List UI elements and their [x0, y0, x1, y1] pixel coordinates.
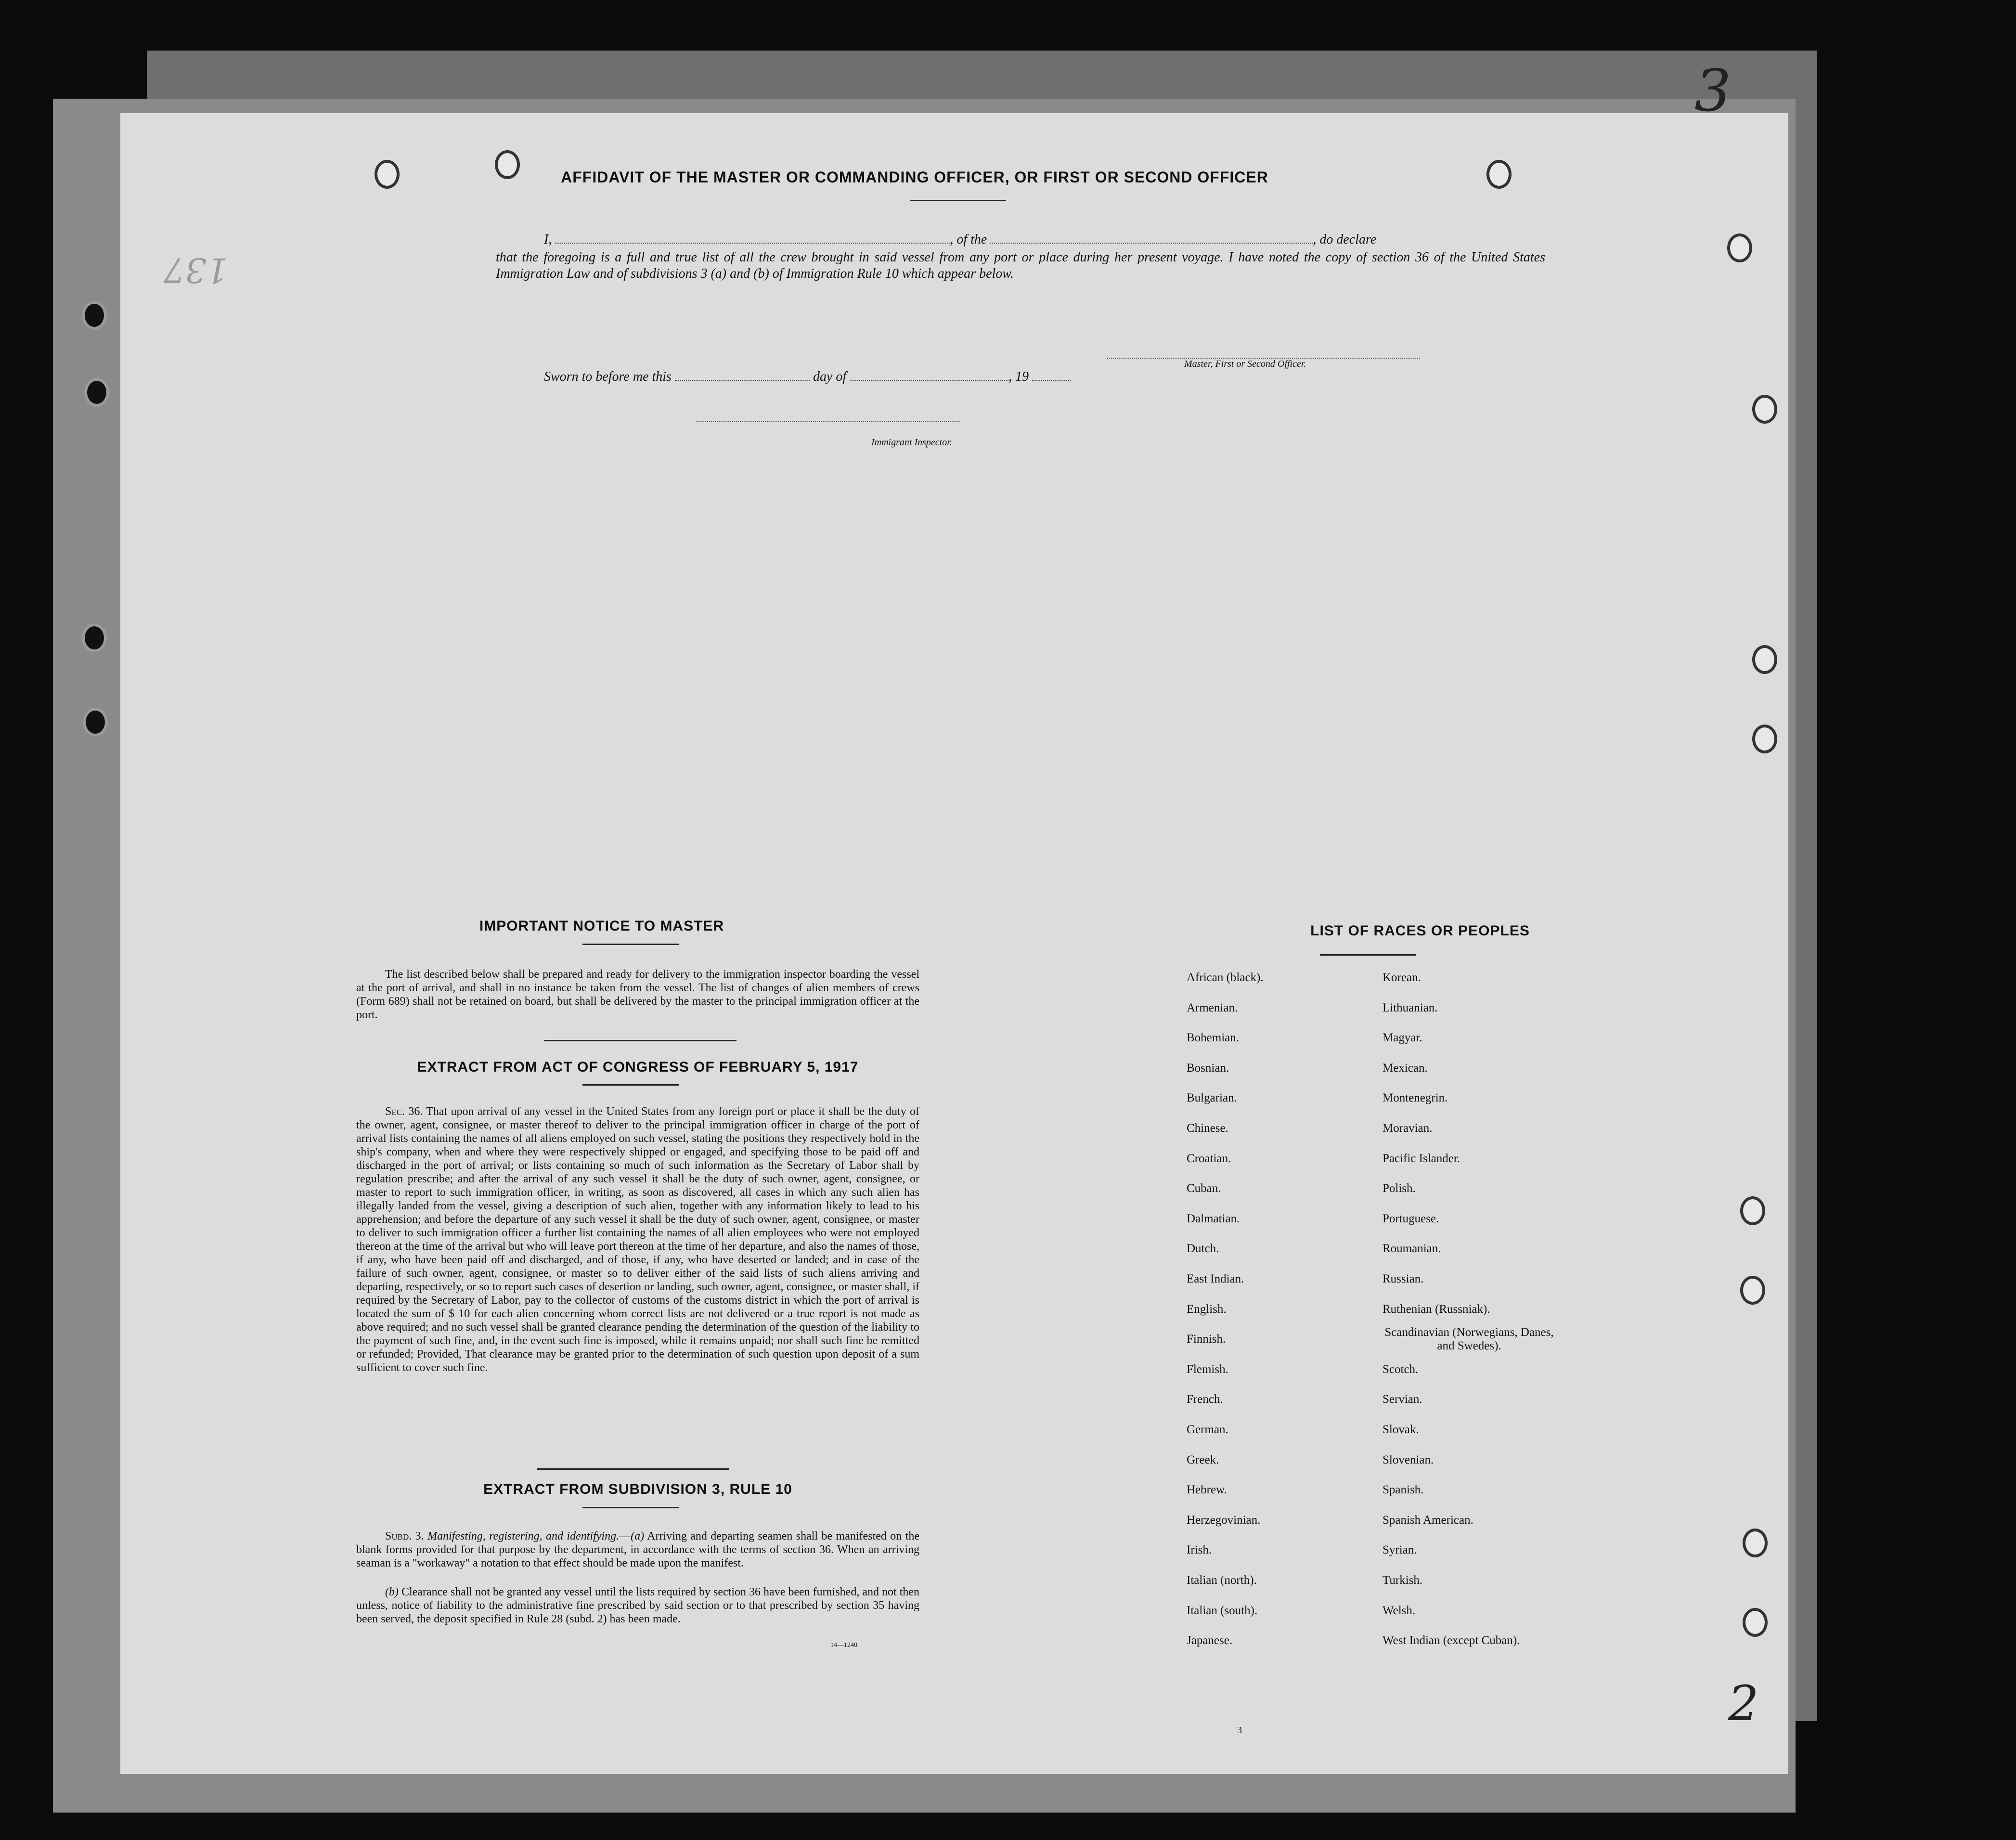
race-item: Herzegovinian.	[1187, 1513, 1261, 1527]
races-title-rule	[1320, 954, 1416, 956]
sworn-end: , 19	[1008, 369, 1029, 384]
rule-subd-b	[356, 1585, 919, 1626]
act-section-text: That upon arrival of any vessel in the United States from any foreign port or place it shall be the duty of the owner, agent, consignee, or master thereof to deliver to the principal immigration officer in charge of the port of arrival lists containing the names of all aliens employed on such vessel, stating the positions they respectively hold in the ship's company, when and where they were respectively shipped or engaged, and specifying those to be paid off and discharged in the port of arrival; or lists containing so much of such information as the Secretary of Labor shall by regulation prescribe; and after the arrival of any such vessel it shall be the duty of such owner, agent, consignee, or master to report to such immigration officer, in writing, as soon as discovered, all cases in which any such alien has illegally landed from the vessel, giving a description of such alien, together with any information likely to lead to his apprehension; and before the departure of any such vessel it shall be the duty of such owner, agent, consignee, or master to deliver to such immigration officer a further list containing the names of all alien employees who were not employed thereon at the time of the arrival but who will leave port thereon at the time of her departure, and also the names of those, if any, who have been paid off and discharged, and of those, if any, who have deserted or landed; and in case of the failure of such owner, agent, consignee, or master so to deliver either of the said lists of such aliens arriving and departing, respectively, or so to report such cases of desertion or landing, such owner, agent, consignee, or master shall, if required by the Secretary of Labor, pay to the collector of customs of the customs district in which the port of arrival is located the sum of $ 10 for each alien concerning whom correct lists are not delivered or a true report is not made as above required; and no such vessel shall be granted clearance pending the determination of the question of the liability to the payment of such fine, and, in the event such fine is imposed, while it remains unpaid; nor shall such fine be remitted or refunded; Provided, That clearance may be granted prior to the determination of such question upon deposit of a sum sufficient to cover such fine.	[356, 1105, 919, 1374]
inspector-label: Immigrant Inspector.	[871, 437, 952, 448]
notice-separator	[544, 1040, 737, 1041]
handwritten-bottom-number: 2	[1728, 1675, 1759, 1732]
race-item: Pacific Islander.	[1383, 1152, 1460, 1165]
binding-hole	[375, 160, 400, 189]
race-item: Spanish American.	[1383, 1513, 1473, 1527]
race-item: Croatian.	[1187, 1152, 1231, 1165]
handwritten-corner-number: 3	[1694, 58, 1732, 125]
rule-subd-title: Manifesting, registering, and identifying.	[427, 1530, 620, 1542]
binding-hole	[1743, 1529, 1768, 1557]
form-number: 14—1240	[830, 1642, 857, 1649]
binding-hole	[1727, 233, 1752, 262]
race-item: African (black).	[1187, 971, 1264, 984]
act-section-label: Sec. 36.	[385, 1105, 423, 1118]
race-item: Slovak.	[1383, 1423, 1419, 1436]
race-item: Welsh.	[1383, 1604, 1416, 1617]
affidavit-first-line	[544, 231, 1545, 247]
rule-b-label: (b)	[385, 1586, 399, 1598]
race-item: Cuban.	[1187, 1182, 1221, 1195]
race-item: Syrian.	[1383, 1543, 1417, 1557]
race-item: French.	[1187, 1393, 1223, 1406]
race-item: Servian.	[1383, 1393, 1422, 1406]
race-item: Italian (north).	[1187, 1574, 1257, 1587]
race-item: Magyar.	[1383, 1031, 1422, 1045]
act-title: EXTRACT FROM ACT OF CONGRESS OF FEBRUARY 5, 1917	[417, 1059, 859, 1075]
race-item: Moravian.	[1383, 1122, 1433, 1135]
rule-title-rule	[582, 1507, 679, 1508]
act-separator	[537, 1468, 729, 1470]
affidavit-title-rule	[910, 200, 1006, 201]
binding-hole	[82, 623, 107, 652]
binding-hole	[1740, 1276, 1765, 1305]
notice-title-rule	[582, 944, 679, 945]
inspector-signature-line[interactable]	[696, 421, 960, 422]
race-item: Mexican.	[1383, 1061, 1428, 1075]
affidavit-line-end: , do declare	[1313, 232, 1377, 247]
race-item: Bohemian.	[1187, 1031, 1240, 1045]
race-item: Ruthenian (Russniak).	[1383, 1302, 1490, 1316]
race-item: Spanish.	[1383, 1483, 1424, 1497]
race-item: Turkish.	[1383, 1574, 1423, 1587]
sworn-start: Sworn to before me this	[544, 369, 672, 384]
race-item: Italian (south).	[1187, 1604, 1258, 1617]
race-item: Portuguese.	[1383, 1212, 1439, 1225]
race-item: Hebrew.	[1187, 1483, 1227, 1497]
rule-subd-a: Subd. 3. Manifesting, registering, and identifying.—(a) Arriving and departing seamen shall be manifested on the blank forms provided for that purpose by the department, in accordance with the terms of section 36. When an arriving seaman is a "workaway" a notation to that effect should be made upon the manifest.	[356, 1530, 919, 1569]
sworn-month-field[interactable]	[850, 368, 1008, 381]
race-item: Finnish.	[1187, 1333, 1226, 1346]
race-item: Slovenian.	[1383, 1453, 1434, 1466]
binding-hole	[84, 378, 109, 407]
race-item: Bulgarian.	[1187, 1091, 1237, 1105]
race-item: Armenian.	[1187, 1001, 1238, 1014]
binding-hole	[82, 301, 107, 330]
sworn-year-field[interactable]	[1032, 368, 1071, 381]
page-number: 3	[1237, 1725, 1242, 1736]
affidavit-line-start: I,	[544, 232, 552, 247]
race-item: Bosnian.	[1187, 1061, 1229, 1075]
race-item: West Indian (except Cuban).	[1383, 1634, 1520, 1647]
binding-hole	[1486, 160, 1512, 189]
race-item: Flemish.	[1187, 1362, 1228, 1376]
act-body	[356, 1105, 919, 1374]
race-item: Montenegrin.	[1383, 1091, 1448, 1105]
binding-hole	[1743, 1608, 1768, 1637]
act-title-rule	[582, 1084, 679, 1086]
rule-a-body: Arriving and departing seamen shall be manifested on the blank forms provided for that purpose by the department, in accordance with the terms of section 36. When an arriving seaman is a "workaway" a notation to that effect should be made upon the manifest.	[356, 1530, 919, 1569]
rule-b-body: Clearance shall not be granted any vessel until the lists required by section 36 have been furnished, and not then unless, notice of liability to the administrative fine prescribed by said section or to that prescribed by section 35 having been served, the deposit specified in Rule 28 (subd. 2) has been made.	[356, 1586, 920, 1625]
race-item: Dutch.	[1187, 1242, 1219, 1256]
race-item: Chinese.	[1187, 1122, 1228, 1135]
binding-hole	[1752, 645, 1777, 674]
binding-hole	[1752, 725, 1777, 753]
notice-title: IMPORTANT NOTICE TO MASTER	[479, 918, 724, 934]
race-item: Korean.	[1383, 971, 1421, 984]
vessel-name-field[interactable]	[990, 231, 1313, 244]
race-item: Dalmatian.	[1187, 1212, 1240, 1225]
race-item: German.	[1187, 1423, 1228, 1436]
binding-hole	[1740, 1196, 1765, 1225]
affidavit-line-mid: , of the	[950, 232, 987, 247]
race-item: Scandinavian (Norwegians, Danes, and Swedes).	[1384, 1326, 1554, 1353]
race-item: Lithuanian.	[1383, 1001, 1438, 1014]
affidavit-title: AFFIDAVIT OF THE MASTER OR COMMANDING OFFICER, OR FIRST OR SECOND OFFICER	[561, 168, 1268, 186]
affidavit-body: that the foregoing is a full and true list of all the crew brought in said vessel from any port or place during her present voyage. I have noted the copy of section 36 of the United States Immigration Law and of subdivisions 3 (a) and (b) of Immigration Rule 10 which appear below.	[496, 250, 1545, 281]
manifest-page	[120, 113, 1788, 1774]
rule-a-label: (a)	[631, 1530, 645, 1542]
master-label: Master, First or Second Officer.	[1184, 359, 1306, 369]
notice-body: The list described below shall be prepared and ready for delivery to the immigration inspector boarding the vessel at the port of arrival, and shall in no instance be taken from the vessel. The list of changes of alien members of crews (Form 689) shall not be retained on board, but shall be delivered by the master to the principal immigration officer at the port.	[356, 968, 919, 1021]
binding-hole	[83, 708, 108, 737]
rule-title: EXTRACT FROM SUBDIVISION 3, RULE 10	[483, 1481, 792, 1497]
master-name-field[interactable]	[555, 231, 950, 244]
handwritten-left-number: 137	[164, 250, 228, 290]
race-item: Polish.	[1383, 1182, 1416, 1195]
race-item: Greek.	[1187, 1453, 1219, 1466]
binding-hole	[1752, 395, 1777, 424]
race-item: Roumanian.	[1383, 1242, 1441, 1256]
races-title: LIST OF RACES OR PEOPLES	[1310, 923, 1530, 939]
race-item: Japanese.	[1187, 1634, 1233, 1647]
race-item: Russian.	[1383, 1272, 1424, 1285]
rule-subd-label: Subd. 3.	[385, 1530, 424, 1542]
race-item: East Indian.	[1187, 1272, 1244, 1285]
sworn-day-field[interactable]	[675, 368, 810, 381]
sworn-mid: day of	[813, 369, 847, 384]
race-item: English.	[1187, 1302, 1227, 1316]
sworn-line	[544, 368, 1170, 385]
race-item: Irish.	[1187, 1543, 1212, 1557]
race-item: Scotch.	[1383, 1362, 1419, 1376]
